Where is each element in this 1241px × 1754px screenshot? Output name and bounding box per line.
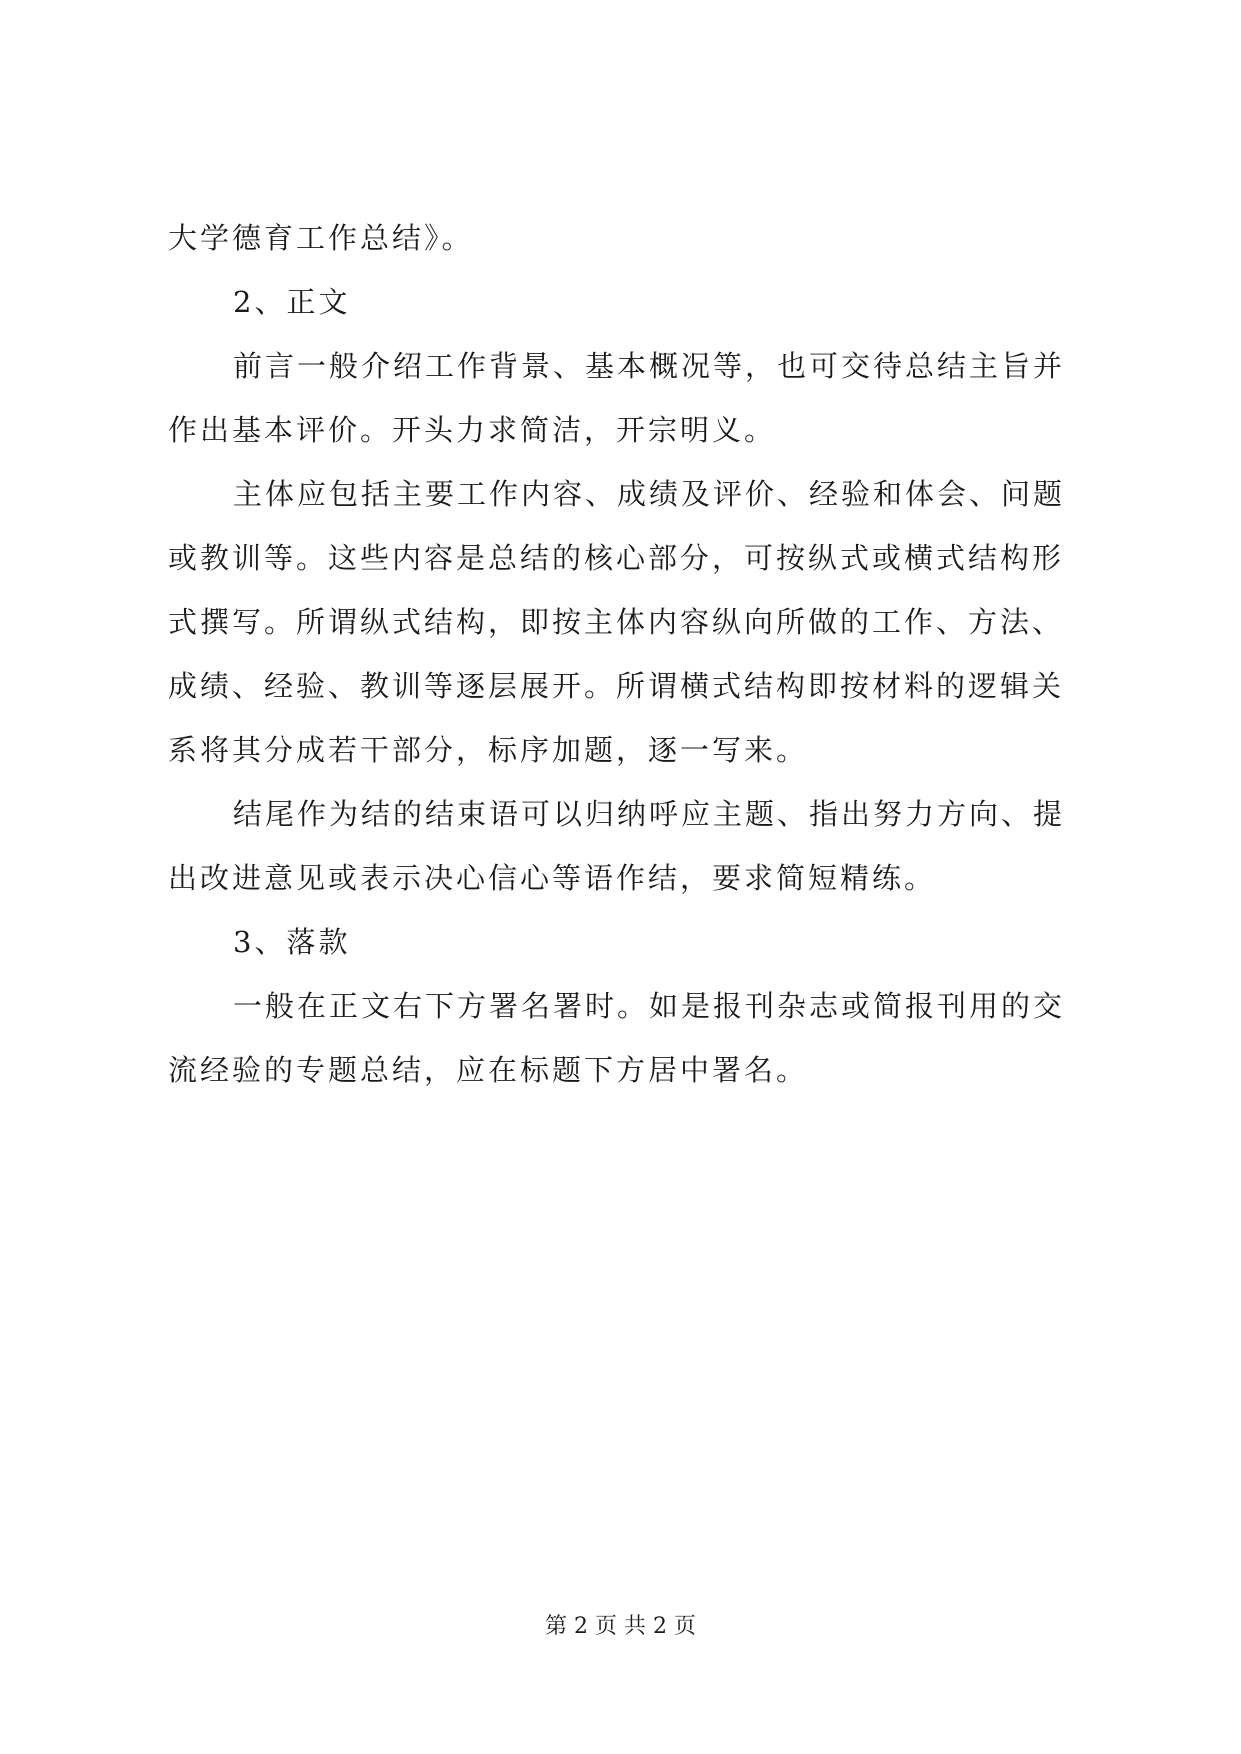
text-line: 结尾作为结的结束语可以归纳呼应主题、指出努力方向、提 [233,797,1066,831]
text-line: 出改进意见或表示决心信心等语作结，要求简短精练。 [168,861,937,895]
text-line: 前言一般介绍工作背景、基本概况等，也可交待总结主旨并 [233,349,1066,383]
text-line: 流经验的专题总结，应在标题下方居中署名。 [168,1053,809,1087]
text-line: 作出基本评价。开头力求简洁，开宗明义。 [168,413,777,447]
text-line: 成绩、经验、教训等逐层展开。所谓横式结构即按材料的逻辑关 [168,669,1065,703]
section-heading-body: 2、正文 [233,285,351,319]
text-line: 式撰写。所谓纵式结构，即按主体内容纵向所做的工作、方法、 [168,605,1065,639]
text-line: 一般在正文右下方署名署时。如是报刊杂志或简报刊用的交 [233,989,1066,1023]
page-number: 第 2 页 共 2 页 [545,1614,696,1639]
text-line: 系将其分成若干部分，标序加题，逐一写来。 [168,733,809,767]
text-line: 主体应包括主要工作内容、成绩及评价、经验和体会、问题 [233,477,1066,511]
text-line: 大学德育工作总结》。 [168,221,474,255]
text-line: 或教训等。这些内容是总结的核心部分，可按纵式或横式结构形 [168,541,1065,575]
section-heading-signature: 3、落款 [233,925,351,959]
